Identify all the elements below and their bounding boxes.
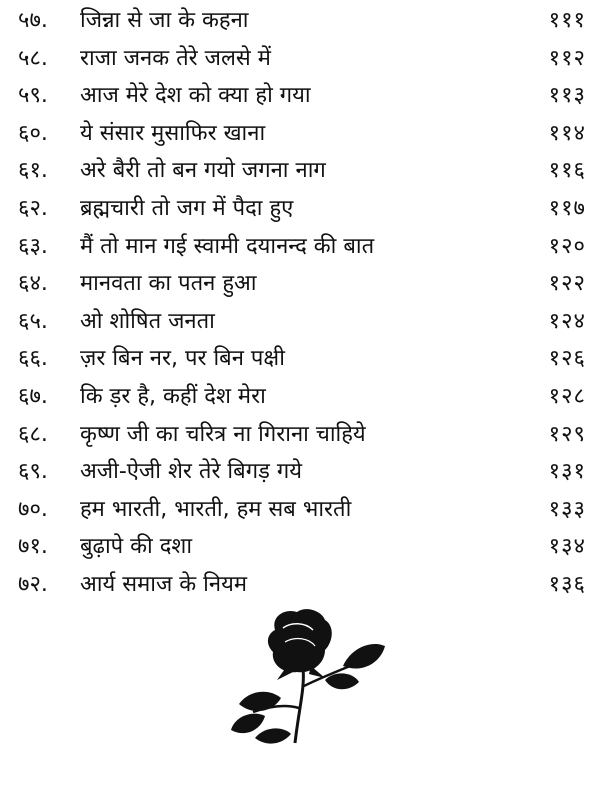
toc-entry-number: ५७.	[18, 8, 48, 33]
toc-entry	[0, 491, 600, 529]
toc-entry-number: ६९.	[18, 459, 48, 485]
toc-entry-page: ११२	[548, 45, 586, 71]
toc-entry-title: हम भारती, भारती, हम सब भारती	[80, 496, 352, 522]
toc-entry	[0, 77, 600, 115]
toc-entry-number: ६१.	[18, 158, 48, 184]
toc-entry-page: १२८	[548, 383, 586, 409]
toc-entry-page: ११७	[548, 195, 586, 221]
toc-entry-number: ६८.	[18, 421, 48, 447]
toc-entry-number: ६६.	[18, 346, 48, 372]
toc-entry-page: १२६	[548, 346, 586, 372]
toc-entry-title: अरे बैरी तो बन गयो जगना नाग	[80, 158, 326, 184]
toc-entry-number: ५८.	[18, 45, 48, 71]
toc-entry-number: ६४.	[18, 271, 48, 297]
toc-entry-page: ११३	[548, 83, 586, 109]
toc-entry-page: १२२	[548, 271, 586, 297]
toc-entry	[0, 378, 600, 416]
toc-entry	[0, 303, 600, 341]
toc-entry-title: मैं तो मान गई स्वामी दयानन्द की बात	[80, 233, 375, 259]
toc-entry-page: ११४	[548, 120, 586, 146]
toc-entry-title: राजा जनक तेरे जलसे में	[80, 45, 271, 71]
toc-entry-page: १२४	[548, 308, 586, 334]
toc-entry-number: ६३.	[18, 233, 48, 259]
toc-entry	[0, 228, 600, 266]
toc-entry-title: ये संसार मुसाफिर खाना	[80, 120, 266, 146]
toc-entry-page: १३३	[548, 496, 586, 522]
toc-entry	[0, 340, 600, 378]
toc-entry-number: ७१.	[18, 534, 48, 560]
toc-entry-title: ब्रह्मचारी तो जग में पैदा हुए	[80, 195, 294, 221]
table-of-contents	[0, 2, 600, 604]
toc-entry-page: १३६	[548, 571, 586, 597]
toc-entry	[0, 265, 600, 303]
toc-entry-number: ६५.	[18, 308, 48, 334]
toc-entry-number: ७०.	[18, 496, 48, 522]
toc-entry-title: आर्य समाज के नियम	[80, 571, 247, 597]
toc-entry-page: १११	[548, 8, 586, 33]
toc-entry-title: ज़र बिन नर, पर बिन पक्षी	[80, 346, 285, 372]
toc-entry-number: ६७.	[18, 383, 48, 409]
toc-entry-page: १३४	[548, 534, 586, 560]
toc-entry	[0, 115, 600, 153]
toc-entry	[0, 40, 600, 78]
toc-entry-title: कि ड़र है, कहीं देश मेरा	[80, 383, 266, 409]
toc-entry-page: ११६	[548, 158, 586, 184]
toc-entry	[0, 152, 600, 190]
toc-entry-title: बुढ़ापे की दशा	[80, 534, 193, 560]
toc-entry-title: मानवता का पतन हुआ	[80, 271, 257, 297]
toc-entry-title: ओ शोषित जनता	[80, 308, 215, 334]
toc-entry-number: ६०.	[18, 120, 48, 146]
toc-entry-title: आज मेरे देश को क्या हो गया	[80, 83, 311, 109]
toc-entry-number: ७२.	[18, 571, 48, 597]
toc-entry-title: अजी-ऐजी शेर तेरे बिगड़ गये	[80, 459, 302, 485]
toc-entry	[0, 190, 600, 228]
toc-entry	[0, 528, 600, 566]
rose-icon	[225, 608, 390, 748]
toc-entry-number: ६२.	[18, 195, 48, 221]
toc-entry	[0, 566, 600, 604]
toc-entry-title: जिन्ना से जा के कहना	[80, 8, 249, 33]
toc-entry-page: १२०	[548, 233, 586, 259]
toc-entry-page: १३१	[548, 459, 586, 485]
toc-entry-number: ५९.	[18, 83, 48, 109]
toc-entry-title: कृष्ण जी का चरित्र ना गिराना चाहिये	[80, 421, 366, 447]
toc-entry	[0, 416, 600, 454]
toc-entry-page: १२९	[548, 421, 586, 447]
toc-entry	[0, 2, 600, 40]
toc-entry	[0, 453, 600, 491]
